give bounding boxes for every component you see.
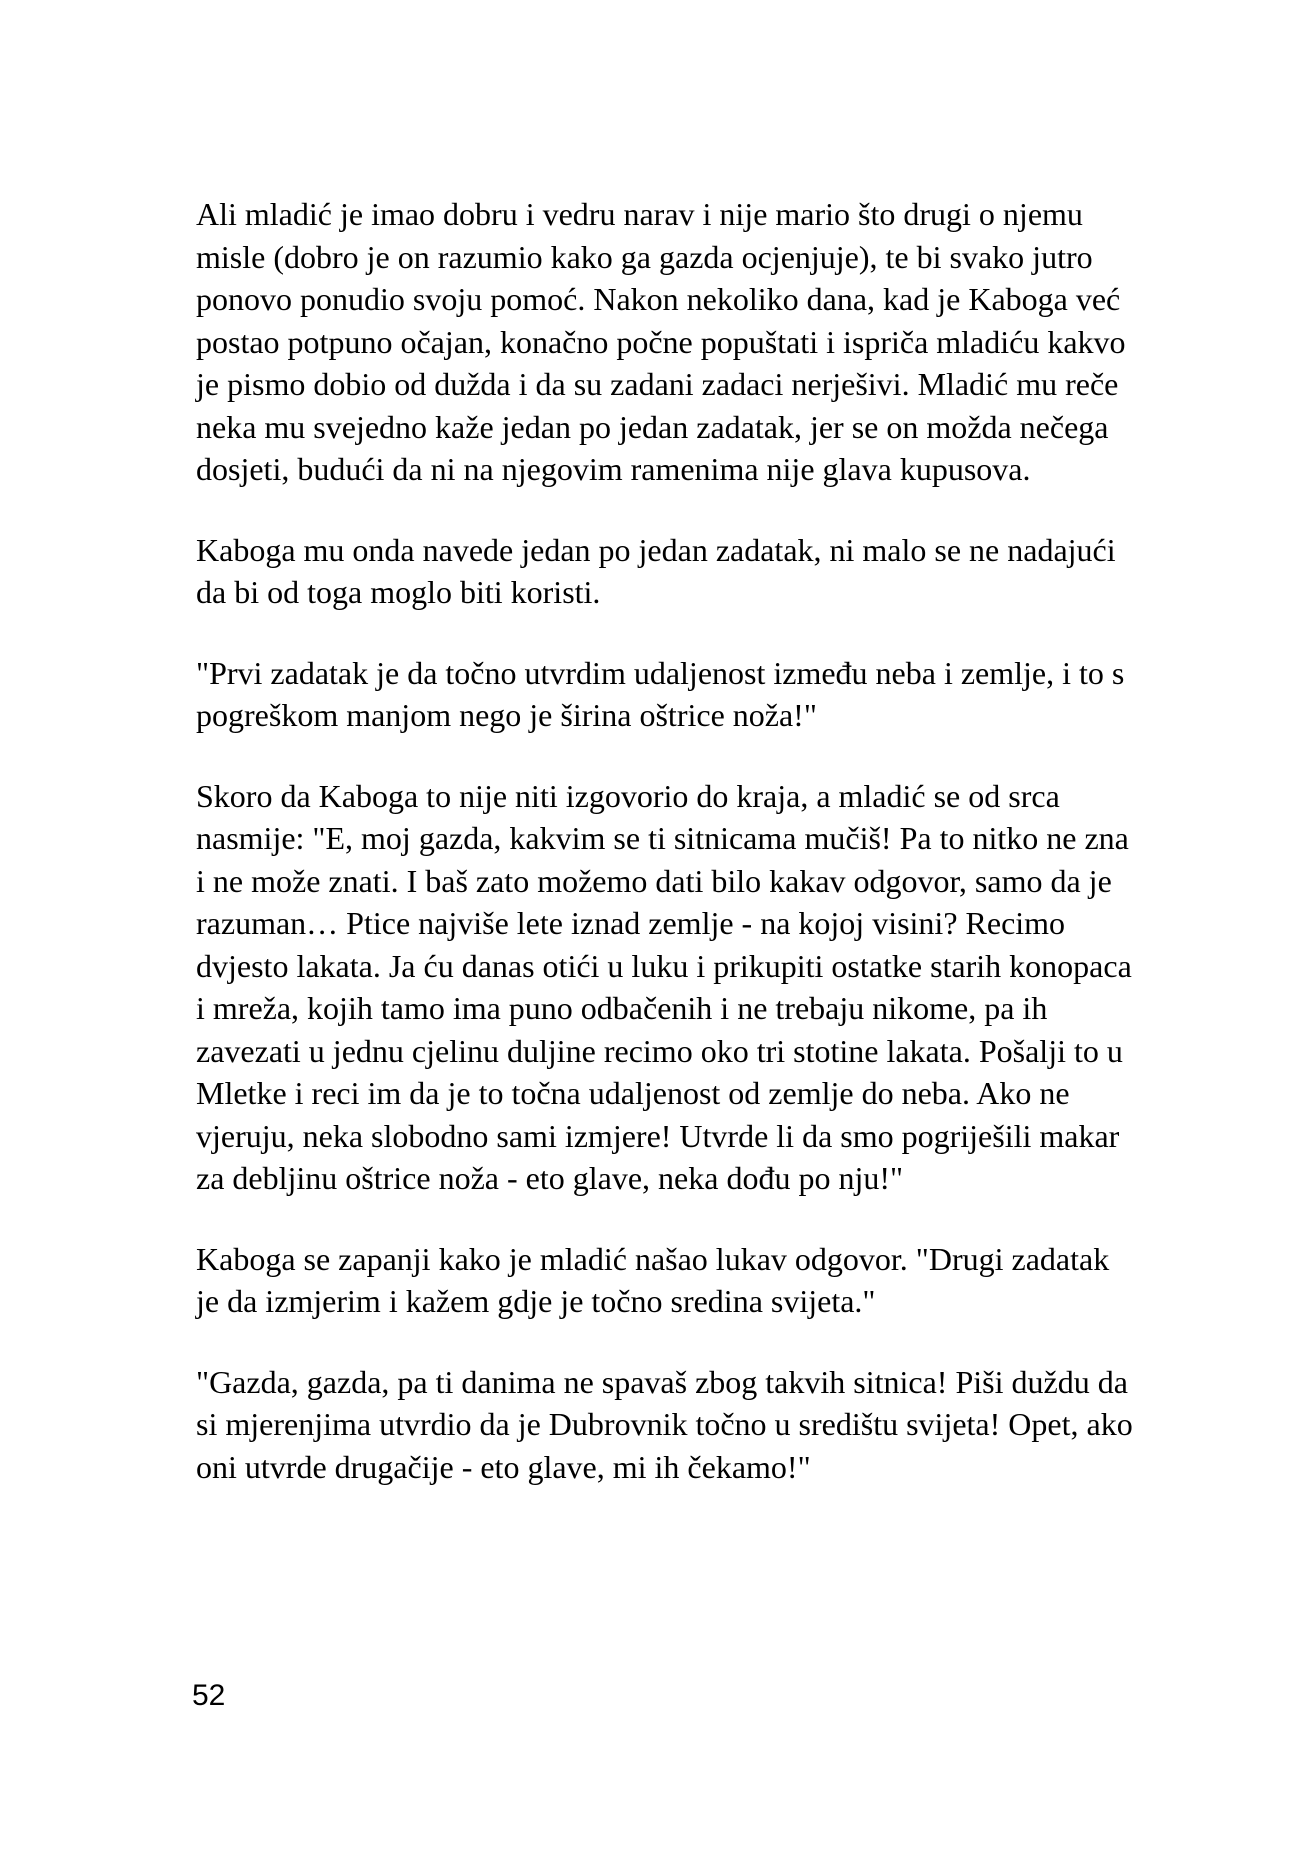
paragraph-3: "Prvi zadatak je da točno utvrdim udaljenost između neba i zemlje, i to s pogreškom manjom nego je širina oštrice noža!" xyxy=(196,654,1125,733)
paragraph-4: Skoro da Kaboga to nije niti izgovorio do kraja, a mladić se od srca nasmije: "E, moj gazda, kakvim se ti sitnicama mučiš! Pa to nitko ne zna i ne može znati. I baš zato možemo dati bilo kakav odgovor, samo da je razuman… Ptice najviše lete iznad zemlje - na kojoj visini? Recimo dvjesto lakata. Ja ću danas otići u luku i prikupiti ostatke starih konopaca i mreža, kojih tamo ima puno odbačenih i ne trebaju nikome, pa ih zavezati u jednu cjelinu duljine recimo oko tri stotine lakata. Pošalji to u Mletke i reci im da je to točna udaljenost od zemlje do neba. Ako ne vjeruju, neka slobodno sami izmjere! Utvrde li da smo pogriješili makar za debljinu oštrice noža - eto glave, neka dođu po nju!" xyxy=(196,777,1132,1196)
body-text xyxy=(196,193,1136,1526)
paragraph-2: Kaboga mu onda navede jedan po jedan zadatak, ni malo se ne nadajući da bi od toga moglo biti koristi. xyxy=(196,531,1116,610)
paragraph-1: Ali mladić je imao dobru i vedru narav i nije mario što drugi o njemu misle (dobro je on razumio kako ga gazda ocjenjuje), te bi svako jutro ponovo ponudio svoju pomoć. Nakon nekoliko dana, kad je Kaboga već postao potpuno očajan, konačno počne popuštati i ispriča mladiću kakvo je pismo dobio od dužda i da su zadani zadaci nerješivi. Mladić mu reče neka mu svejedno kaže jedan po jedan zadatak, jer se on možda nečega dosjeti, budući da ni na njegovim ramenima nije glava kupusova. xyxy=(196,196,1126,487)
paragraph-6: "Gazda, gazda, pa ti danima ne spavaš zbog takvih sitnica! Piši duždu da si mjerenjima utvrdio da je Dubrovnik točno u središtu svijeta! Opet, ako oni utvrde drugačije - eto glave, mi ih čekamo!" xyxy=(196,1363,1133,1485)
page-number: 52 xyxy=(192,1679,226,1712)
paragraph-5: Kaboga se zapanji kako je mladić našao lukav odgovor. "Drugi zadatak je da izmjerim i kažem gdje je točno sredina svijeta." xyxy=(196,1240,1110,1319)
